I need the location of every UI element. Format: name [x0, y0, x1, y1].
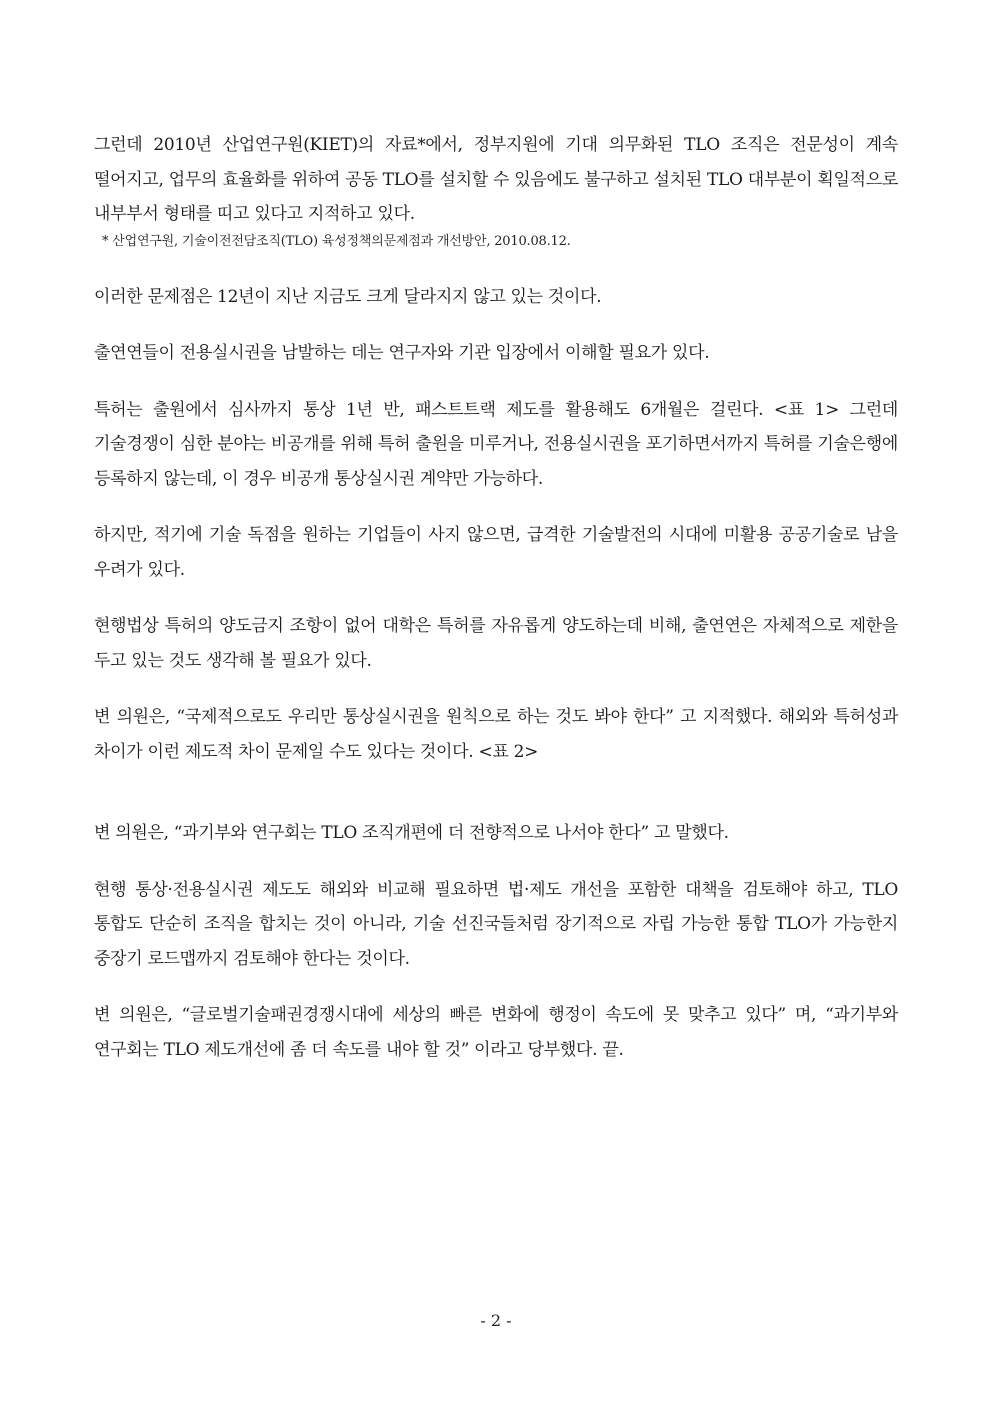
paragraph-problem-persists: 이러한 문제점은 12년이 지난 지금도 크게 달라지지 않고 있는 것이다.: [94, 286, 602, 307]
paragraph-unused-technology: 하지만, 적기에 기술 독점을 원하는 기업들이 사지 않으면, 급격한 기술발전의 시대에 미활용 공공기술로 남을 우려가 있다.: [94, 525, 898, 580]
paragraph-patent-timeline: 특허는 출원에서 심사까지 통상 1년 반, 패스트트랙 제도를 활용해도 6개월은 걸린다. <표 1> 그런데 기술경쟁이 심한 분야는 비공개를 위해 특허 출원을 미루거나, 전용실시권을 포기하면서까지 특허를 기술은행에 등록하지 않는데, 이 경우 비공개 통상실시권 계약만 가능하다.: [94, 399, 898, 489]
paragraph-roadmap: 현행 통상·전용실시권 제도도 해외와 비교해 필요하면 법·제도 개선을 포함한 대책을 검토해야 하고, TLO 통합도 단순히 조직을 합치는 것이 아니라, 기술 선진국들처럼 장기적으로 자립 가능한 통합 TLO가 가능한지 중장기 로드맵까지 검토해야 한다는 것이다.: [94, 879, 898, 969]
paragraph-conclusion: 변 의원은, “글로벌기술패권경쟁시대에 세상의 빠른 변화에 행정이 속도에 못 맞추고 있다” 며, “과기부와 연구회는 TLO 제도개선에 좀 더 속도를 내야 할 것” 이라고 당부했다. 끝.: [94, 1005, 898, 1060]
paragraph-patent-transfer: 현행법상 특허의 양도금지 조항이 없어 대학은 특허를 자유롭게 양도하는데 비해, 출연연은 자체적으로 제한을 두고 있는 것도 생각해 볼 필요가 있다.: [94, 616, 898, 671]
page-number: - 2 -: [480, 1311, 512, 1330]
paragraph-tlo-reorganization: 변 의원은, “과기부와 연구회는 TLO 조직개편에 더 전향적으로 나서야 한다” 고 말했다.: [94, 823, 729, 843]
paragraph-kiet-report: 그런데 2010년 산업연구원(KIET)의 자료*에서, 정부지원에 기대 의무화된 TLO 조직은 전문성이 계속 떨어지고, 업무의 효율화를 위하여 공동 TLO를 설치할 수 있음에도 불구하고 설치된 TLO 대부분이 획일적으로 내부부서 형태를 띠고 있다고 지적하고 있다.: [94, 135, 898, 224]
paragraph-exclusive-license: 출연연들이 전용실시권을 남발하는 데는 연구자와 기관 입장에서 이해할 필요가 있다.: [94, 343, 710, 363]
document-body: [94, 128, 898, 1067]
footnote: * 산업연구원, 기술이전전담조직(TLO) 육성정책의문제점과 개선방안, 2010.08.12.: [102, 233, 571, 249]
paragraph-international-comparison: 변 의원은, “국제적으로도 우리만 통상실시권을 원칙으로 하는 것도 봐야 한다” 고 지적했다. 해외와 특허성과 차이가 이런 제도적 차이 문제일 수도 있다는 것이다. <표 2>: [94, 707, 898, 762]
